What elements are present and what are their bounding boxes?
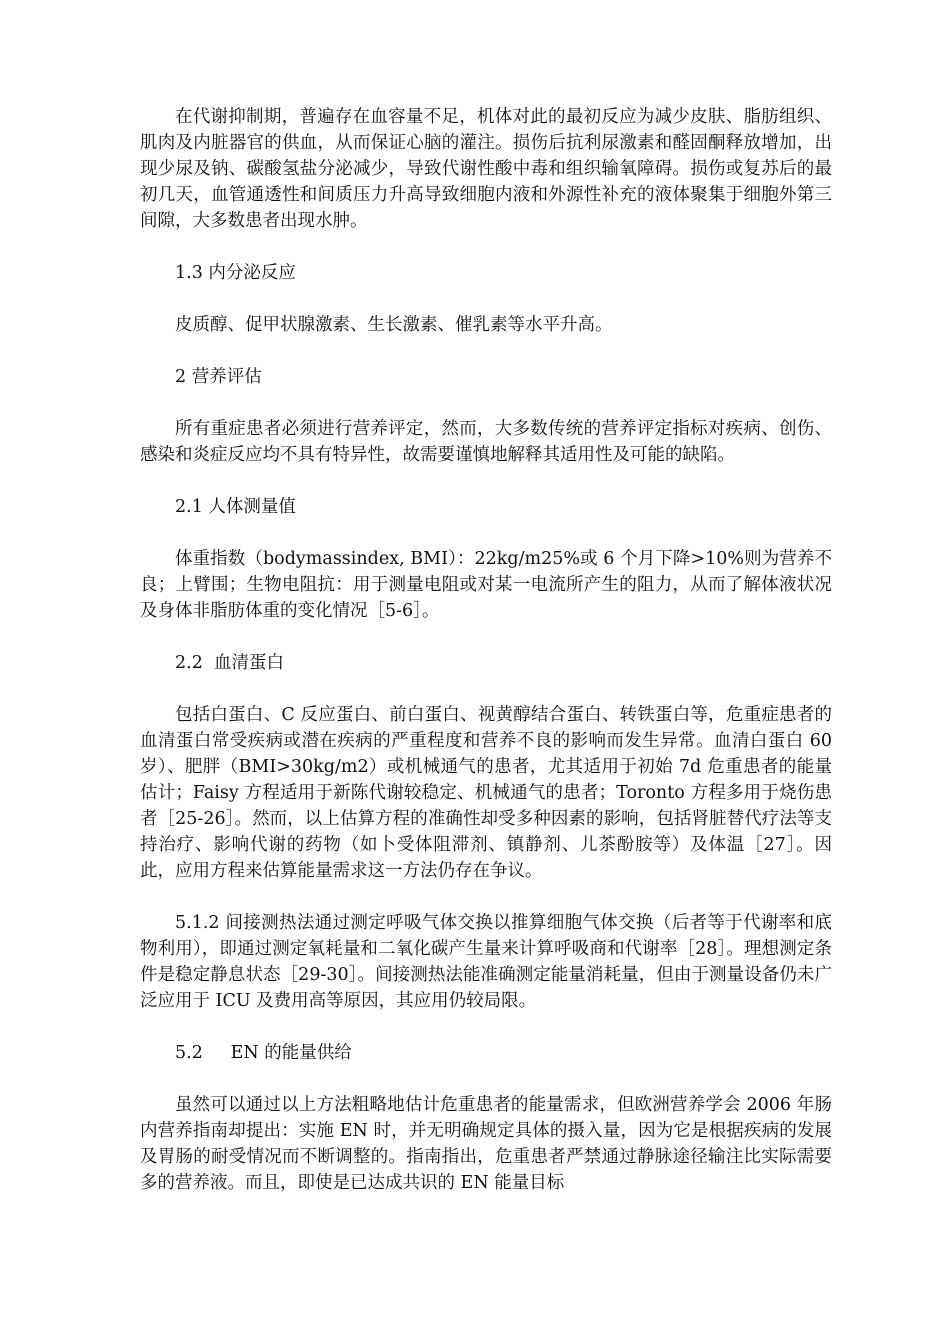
paragraph-hormone-levels: 皮质醇、促甲状腺激素、生长激素、催乳素等水平升高。 <box>175 315 613 335</box>
paragraph-serum-protein: 包括白蛋白、C 反应蛋白、前白蛋白、视黄醇结合蛋白、转铁蛋白等，危重症患者的血清蛋白常受疾病或潜在疾病的严重程度和营养不良的影响而发生异常。血清白蛋白 60 岁）、肥胖（BMI>30kg/m2）或机械通气的患者，尤其适用于初始 7d 危重患者的能量估计；Faisy 方程适用于新陈代谢较稳定、机械通气的患者；Toronto 方程多用于烧伤患者［25-26］。然而，以上估算方程的准确性却受多种因素的影响，包括肾脏替代疗法等支持治疗、影响代谢的药物（如卜受体阻滞剂、镇静剂、儿茶酚胺等）及体温［27］。因此，应用方程来估算能量需求这一方法仍存在争议。 <box>140 705 832 881</box>
heading-anthropometrics: 2.1 人体测量值 <box>175 497 296 517</box>
paragraph-metabolic-suppression: 在代谢抑制期，普遍存在血容量不足，机体对此的最初反应为减少皮肤、脂肪组织、肌肉及内脏器官的供血，从而保证心脑的灌注。损伤后抗利尿激素和醛固酮释放增加，出现少尿及钠、碳酸氢盐分泌减少，导致代谢性酸中毒和组织输氧障碍。损伤或复苏后的最初几天，血管通透性和间质压力升高导致细胞内液和外源性补充的液体聚集于细胞外第三间隙，大多数患者出现水肿。 <box>140 107 832 231</box>
heading-endocrine-response: 1.3 内分泌反应 <box>175 263 296 283</box>
document-body <box>140 104 832 1222</box>
paragraph-en-energy-supply: 虽然可以通过以上方法粗略地估计危重患者的能量需求，但欧洲营养学会 2006 年肠内营养指南却提出：实施 EN 时，并无明确规定具体的摄入量，因为它是根据疾病的发展及胃肠的耐受情况而不断调整的。指南指出，危重患者严禁通过静脉途径输注比实际需要多的营养液。而且，即使是已达成共识的 EN 能量目标 <box>140 1095 832 1193</box>
paragraph-indirect-calorimetry: 5.1.2 间接测热法通过测定呼吸气体交换以推算细胞气体交换（后者等于代谢率和底物利用），即通过测定氧耗量和二氧化碳产生量来计算呼吸商和代谢率［28］。理想测定条件是稳定静息状态［29-30］。间接测热法能准确测定能量消耗量，但由于测量设备仍未广泛应用于 ICU 及费用高等原因，其应用仍较局限。 <box>140 913 832 1011</box>
paragraph-bmi: 体重指数（bodymassindex, BMI）：22kg/m25%或 6 个月下降>10%则为营养不良；上臂围；生物电阻抗：用于测量电阻或对某一电流所产生的阻力，从而了解体液状况及身体非脂肪体重的变化情况［5-6］。 <box>140 549 832 621</box>
heading-nutrition-assessment: 2 营养评估 <box>175 367 262 387</box>
heading-en-energy-supply: 5.2 EN 的能量供给 <box>175 1043 352 1063</box>
paragraph-nutrition-assessment: 所有重症患者必须进行营养评定，然而，大多数传统的营养评定指标对疾病、创伤、感染和炎症反应均不具有特异性，故需要谨慎地解释其适用性及可能的缺陷。 <box>140 419 832 465</box>
heading-serum-protein: 2.2 血清蛋白 <box>175 653 284 673</box>
